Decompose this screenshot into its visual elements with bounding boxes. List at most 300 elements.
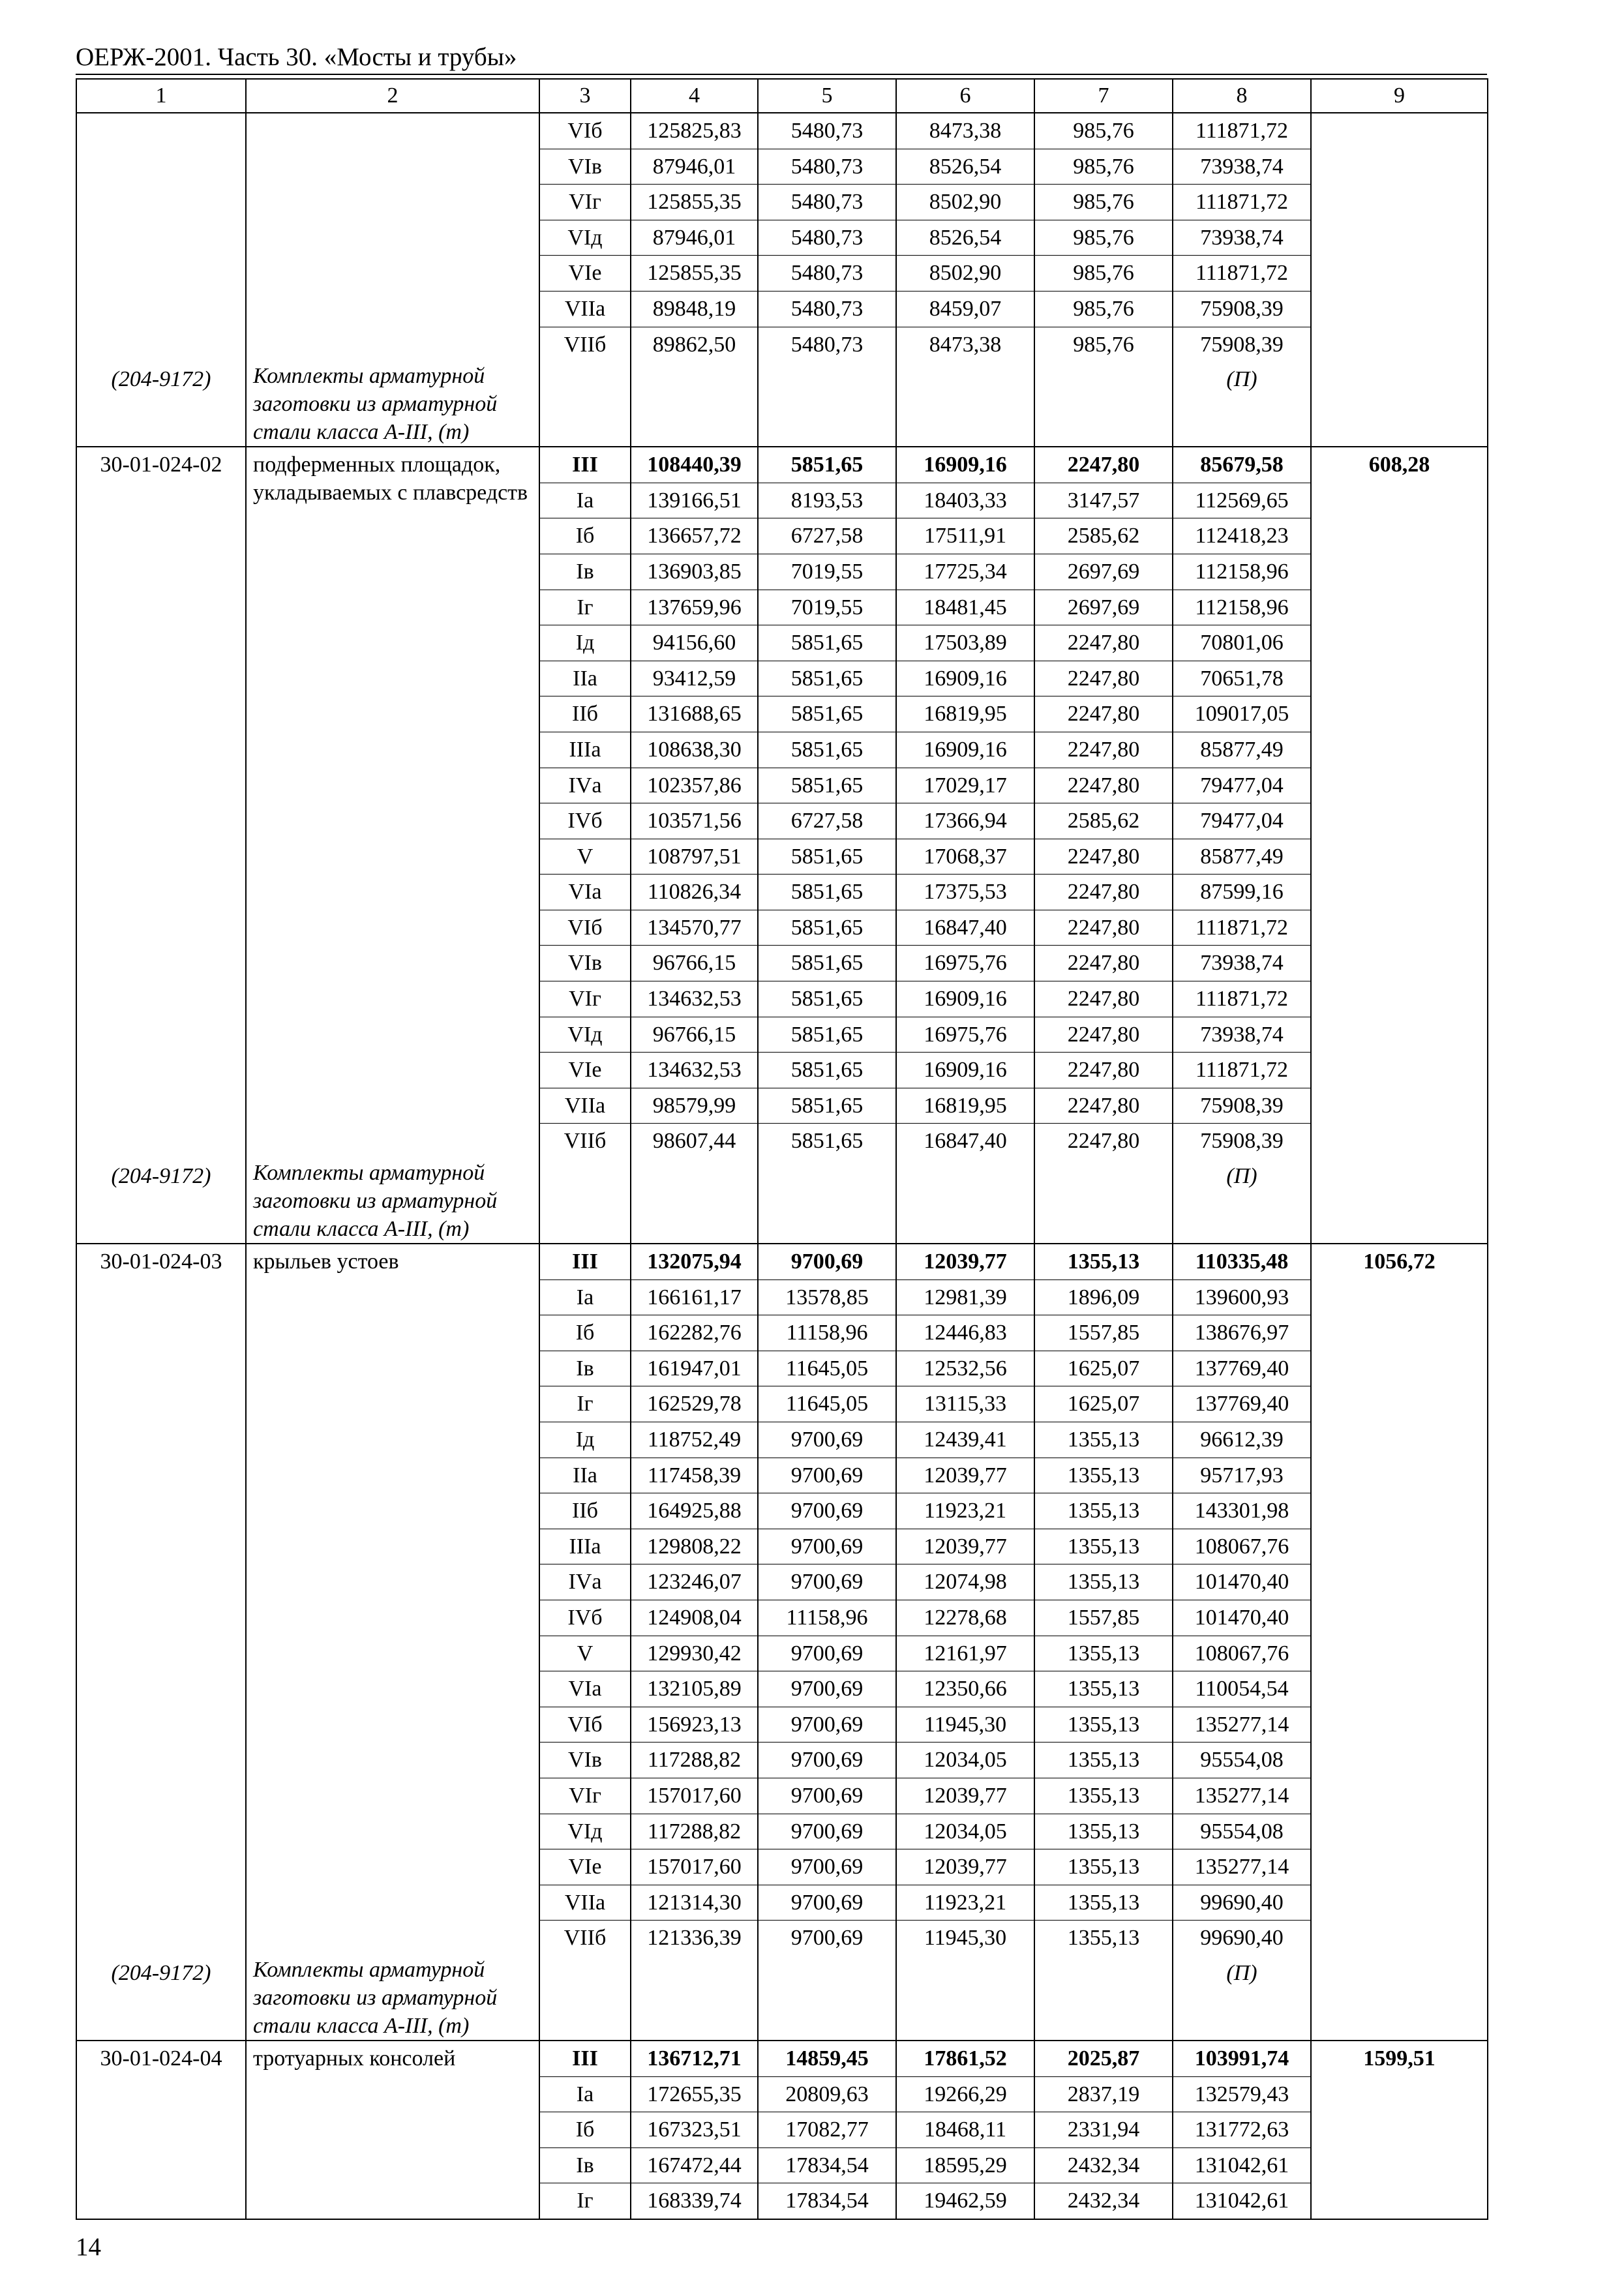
total-cost-cell: 118752,49 xyxy=(631,1422,758,1458)
machines-cell: 19266,29 xyxy=(896,2076,1034,2112)
materials-cell: 137769,40 xyxy=(1173,1351,1311,1386)
machinist-wages-cell: 1355,13 xyxy=(1034,1529,1173,1564)
zone-cell: IIIа xyxy=(539,1529,631,1564)
materials-cell: 108067,76 xyxy=(1173,1529,1311,1564)
zone-cell: VIв xyxy=(539,946,631,981)
labor-cost-cell: 1056,72 xyxy=(1311,1244,1488,1956)
zone-cell: VIг xyxy=(539,981,631,1017)
zone-cell: VIб xyxy=(539,910,631,946)
materials-cell: 111871,72 xyxy=(1173,910,1311,946)
material-note-row xyxy=(76,1159,1488,1244)
zone-cell: III xyxy=(539,2041,631,2076)
column-number-2: 2 xyxy=(246,79,539,113)
wages-cell: 9700,69 xyxy=(758,1671,896,1707)
zone-cell: VIв xyxy=(539,149,631,185)
machinist-wages-cell: 2432,34 xyxy=(1034,2183,1173,2219)
empty-cell xyxy=(1311,149,1488,185)
machines-cell: 12039,77 xyxy=(896,1778,1034,1814)
empty-cell xyxy=(76,327,246,362)
zone-cell: VIд xyxy=(539,1814,631,1849)
rates-table xyxy=(76,78,1488,2220)
machinist-wages-cell: 1355,13 xyxy=(1034,1849,1173,1885)
machinist-wages-cell: 2247,80 xyxy=(1034,661,1173,696)
wages-cell: 9700,69 xyxy=(758,1849,896,1885)
wages-cell: 7019,55 xyxy=(758,554,896,590)
machinist-wages-cell: 1557,85 xyxy=(1034,1315,1173,1351)
total-cost-cell: 125855,35 xyxy=(631,256,758,292)
total-cost-cell: 129808,22 xyxy=(631,1529,758,1564)
rate-code-cell: 30-01-024-02 xyxy=(76,447,246,1159)
total-cost-cell: 156923,13 xyxy=(631,1707,758,1743)
empty-cell xyxy=(1311,1956,1488,2041)
materials-cell: 131042,61 xyxy=(1173,2183,1311,2219)
zone-cell: VIб xyxy=(539,113,631,149)
total-cost-cell: 172655,35 xyxy=(631,2076,758,2112)
zone-cell: VIа xyxy=(539,1671,631,1707)
machines-cell: 18481,45 xyxy=(896,590,1034,625)
empty-cell xyxy=(1034,1956,1173,2041)
machines-cell: 12039,77 xyxy=(896,1458,1034,1493)
wages-cell: 9700,69 xyxy=(758,1493,896,1529)
zone-cell: IIб xyxy=(539,1493,631,1529)
column-number-1: 1 xyxy=(76,79,246,113)
machines-cell: 17375,53 xyxy=(896,875,1034,910)
zone-cell: Iб xyxy=(539,518,631,554)
total-cost-cell: 117288,82 xyxy=(631,1743,758,1778)
wages-cell: 9700,69 xyxy=(758,1529,896,1564)
materials-cell: 87599,16 xyxy=(1173,875,1311,910)
empty-cell xyxy=(246,327,539,362)
wages-cell: 11645,05 xyxy=(758,1386,896,1422)
total-cost-cell: 94156,60 xyxy=(631,625,758,661)
machines-cell: 18403,33 xyxy=(896,483,1034,518)
machines-cell: 11945,30 xyxy=(896,1707,1034,1743)
machines-cell: 17725,34 xyxy=(896,554,1034,590)
materials-cell: 110335,48 xyxy=(1173,1244,1311,1279)
materials-cell: 135277,14 xyxy=(1173,1707,1311,1743)
wages-cell: 8193,53 xyxy=(758,483,896,518)
page-header: ОЕРЖ-2001. Часть 30. «Мосты и трубы» xyxy=(76,43,517,71)
total-cost-cell: 162282,76 xyxy=(631,1315,758,1351)
zone-cell: VIIб xyxy=(539,327,631,362)
material-ref-cell: (П) xyxy=(1173,1956,1311,2041)
materials-cell: 108067,76 xyxy=(1173,1636,1311,1671)
header-rule xyxy=(76,74,1487,75)
total-cost-cell: 123246,07 xyxy=(631,1564,758,1600)
materials-cell: 112569,65 xyxy=(1173,483,1311,518)
machinist-wages-cell: 1625,07 xyxy=(1034,1351,1173,1386)
wages-cell: 9700,69 xyxy=(758,1778,896,1814)
machines-cell: 8502,90 xyxy=(896,185,1034,220)
machinist-wages-cell: 1355,13 xyxy=(1034,1671,1173,1707)
empty-cell xyxy=(896,362,1034,447)
machines-cell: 17029,17 xyxy=(896,768,1034,803)
wages-cell: 5851,65 xyxy=(758,696,896,732)
wages-cell: 6727,58 xyxy=(758,518,896,554)
zone-cell: Iд xyxy=(539,1422,631,1458)
wages-cell: 5480,73 xyxy=(758,291,896,327)
empty-cell xyxy=(758,362,896,447)
wages-cell: 5851,65 xyxy=(758,1088,896,1124)
empty-cell xyxy=(246,149,539,185)
total-cost-cell: 108797,51 xyxy=(631,839,758,875)
wages-cell: 20809,63 xyxy=(758,2076,896,2112)
total-cost-cell: 121336,39 xyxy=(631,1921,758,1956)
materials-cell: 96612,39 xyxy=(1173,1422,1311,1458)
machines-cell: 12039,77 xyxy=(896,1244,1034,1279)
machinist-wages-cell: 2247,80 xyxy=(1034,946,1173,981)
machines-cell: 17366,94 xyxy=(896,803,1034,839)
total-cost-cell: 137659,96 xyxy=(631,590,758,625)
empty-cell xyxy=(1311,113,1488,149)
empty-cell xyxy=(1311,327,1488,362)
total-cost-cell: 162529,78 xyxy=(631,1386,758,1422)
zone-cell: VIIа xyxy=(539,1885,631,1921)
machinist-wages-cell: 2247,80 xyxy=(1034,447,1173,483)
zone-cell: VIе xyxy=(539,1053,631,1088)
zone-cell: IVб xyxy=(539,803,631,839)
zone-cell: Iа xyxy=(539,2076,631,2112)
wages-cell: 17082,77 xyxy=(758,2112,896,2148)
empty-cell xyxy=(76,185,246,220)
total-cost-cell: 98607,44 xyxy=(631,1124,758,1159)
machinist-wages-cell: 2585,62 xyxy=(1034,518,1173,554)
machinist-wages-cell: 1355,13 xyxy=(1034,1743,1173,1778)
empty-cell xyxy=(76,113,246,149)
zone-cell: IVб xyxy=(539,1600,631,1636)
total-cost-cell: 89862,50 xyxy=(631,327,758,362)
wages-cell: 9700,69 xyxy=(758,1458,896,1493)
machines-cell: 16819,95 xyxy=(896,696,1034,732)
zone-cell: VIIа xyxy=(539,1088,631,1124)
total-cost-cell: 161947,01 xyxy=(631,1351,758,1386)
machines-cell: 18468,11 xyxy=(896,2112,1034,2148)
total-cost-cell: 87946,01 xyxy=(631,149,758,185)
materials-cell: 135277,14 xyxy=(1173,1849,1311,1885)
wages-cell: 5851,65 xyxy=(758,625,896,661)
machinist-wages-cell: 1896,09 xyxy=(1034,1279,1173,1315)
empty-cell xyxy=(896,1956,1034,2041)
main-rate-row xyxy=(76,1244,1488,1279)
total-cost-cell: 121314,30 xyxy=(631,1885,758,1921)
wages-cell: 5851,65 xyxy=(758,1017,896,1053)
machines-cell: 12161,97 xyxy=(896,1636,1034,1671)
materials-cell: 75908,39 xyxy=(1173,327,1311,362)
materials-cell: 73938,74 xyxy=(1173,1017,1311,1053)
zone-cell: Iв xyxy=(539,554,631,590)
empty-cell xyxy=(1311,1159,1488,1244)
total-cost-cell: 117458,39 xyxy=(631,1458,758,1493)
zone-cell: VIв xyxy=(539,1743,631,1778)
rate-row xyxy=(76,327,1488,362)
column-number-8: 8 xyxy=(1173,79,1311,113)
empty-cell xyxy=(631,1159,758,1244)
rate-code-cell: 30-01-024-04 xyxy=(76,2041,246,2219)
wages-cell: 5851,65 xyxy=(758,875,896,910)
materials-cell: 101470,40 xyxy=(1173,1564,1311,1600)
zone-cell: III xyxy=(539,1244,631,1279)
wages-cell: 5851,65 xyxy=(758,447,896,483)
empty-cell xyxy=(246,220,539,256)
materials-cell: 73938,74 xyxy=(1173,220,1311,256)
empty-cell xyxy=(1311,256,1488,292)
total-cost-cell: 102357,86 xyxy=(631,768,758,803)
materials-cell: 95554,08 xyxy=(1173,1743,1311,1778)
zone-cell: VIе xyxy=(539,1849,631,1885)
wages-cell: 9700,69 xyxy=(758,1422,896,1458)
materials-cell: 79477,04 xyxy=(1173,768,1311,803)
machines-cell: 19462,59 xyxy=(896,2183,1034,2219)
rate-row xyxy=(76,185,1488,220)
machinist-wages-cell: 2697,69 xyxy=(1034,554,1173,590)
wages-cell: 5480,73 xyxy=(758,149,896,185)
machines-cell: 16909,16 xyxy=(896,981,1034,1017)
machinist-wages-cell: 2247,80 xyxy=(1034,875,1173,910)
zone-cell: VIа xyxy=(539,875,631,910)
labor-cost-cell: 1599,51 xyxy=(1311,2041,1488,2219)
total-cost-cell: 136712,71 xyxy=(631,2041,758,2076)
material-note-row xyxy=(76,1956,1488,2041)
machines-cell: 12350,66 xyxy=(896,1671,1034,1707)
machinist-wages-cell: 2247,80 xyxy=(1034,696,1173,732)
material-note-text: Комплекты арматурной заготовки из арматурной стали класса А-III, (т) xyxy=(246,362,539,447)
zone-cell: Iв xyxy=(539,2147,631,2183)
empty-cell xyxy=(758,1956,896,2041)
wages-cell: 5480,73 xyxy=(758,185,896,220)
zone-cell: VIIб xyxy=(539,1124,631,1159)
materials-cell: 138676,97 xyxy=(1173,1315,1311,1351)
empty-cell xyxy=(1311,185,1488,220)
materials-cell: 111871,72 xyxy=(1173,981,1311,1017)
machines-cell: 17503,89 xyxy=(896,625,1034,661)
machinist-wages-cell: 985,76 xyxy=(1034,256,1173,292)
materials-cell: 85679,58 xyxy=(1173,447,1311,483)
machinist-wages-cell: 985,76 xyxy=(1034,149,1173,185)
empty-cell xyxy=(539,1956,631,2041)
machines-cell: 16909,16 xyxy=(896,447,1034,483)
machinist-wages-cell: 2432,34 xyxy=(1034,2147,1173,2183)
wages-cell: 14859,45 xyxy=(758,2041,896,2076)
machinist-wages-cell: 2247,80 xyxy=(1034,839,1173,875)
total-cost-cell: 129930,42 xyxy=(631,1636,758,1671)
work-description-cell: подферменных площадок, укладываемых с плавсредств xyxy=(246,447,539,1159)
materials-cell: 70801,06 xyxy=(1173,625,1311,661)
total-cost-cell: 96766,15 xyxy=(631,1017,758,1053)
materials-cell: 139600,93 xyxy=(1173,1279,1311,1315)
material-code-cell: (204-9172) xyxy=(76,362,246,447)
zone-cell: IIб xyxy=(539,696,631,732)
empty-cell xyxy=(246,185,539,220)
machinist-wages-cell: 2585,62 xyxy=(1034,803,1173,839)
machinist-wages-cell: 2247,80 xyxy=(1034,768,1173,803)
machinist-wages-cell: 2247,80 xyxy=(1034,981,1173,1017)
empty-cell xyxy=(631,1956,758,2041)
zone-cell: VIг xyxy=(539,1778,631,1814)
zone-cell: VIг xyxy=(539,185,631,220)
wages-cell: 5851,65 xyxy=(758,839,896,875)
materials-cell: 70651,78 xyxy=(1173,661,1311,696)
materials-cell: 112418,23 xyxy=(1173,518,1311,554)
work-description-cell: тротуарных консолей xyxy=(246,2041,539,2219)
machinist-wages-cell: 2247,80 xyxy=(1034,1124,1173,1159)
column-number-3: 3 xyxy=(539,79,631,113)
machinist-wages-cell: 985,76 xyxy=(1034,220,1173,256)
material-note-text: Комплекты арматурной заготовки из арматурной стали класса А-III, (т) xyxy=(246,1159,539,1244)
machines-cell: 12074,98 xyxy=(896,1564,1034,1600)
materials-cell: 132579,43 xyxy=(1173,2076,1311,2112)
materials-cell: 131772,63 xyxy=(1173,2112,1311,2148)
empty-cell xyxy=(246,256,539,292)
machines-cell: 17068,37 xyxy=(896,839,1034,875)
materials-cell: 75908,39 xyxy=(1173,1088,1311,1124)
machines-cell: 8526,54 xyxy=(896,220,1034,256)
wages-cell: 5480,73 xyxy=(758,220,896,256)
machines-cell: 12532,56 xyxy=(896,1351,1034,1386)
machines-cell: 8526,54 xyxy=(896,149,1034,185)
total-cost-cell: 164925,88 xyxy=(631,1493,758,1529)
zone-cell: IIа xyxy=(539,1458,631,1493)
wages-cell: 17834,54 xyxy=(758,2183,896,2219)
rate-row xyxy=(76,113,1488,149)
materials-cell: 79477,04 xyxy=(1173,803,1311,839)
total-cost-cell: 131688,65 xyxy=(631,696,758,732)
zone-cell: IVа xyxy=(539,1564,631,1600)
machines-cell: 16909,16 xyxy=(896,732,1034,768)
machinist-wages-cell: 1355,13 xyxy=(1034,1814,1173,1849)
rate-row xyxy=(76,149,1488,185)
materials-cell: 111871,72 xyxy=(1173,185,1311,220)
wages-cell: 9700,69 xyxy=(758,1743,896,1778)
machinist-wages-cell: 985,76 xyxy=(1034,185,1173,220)
material-note-row xyxy=(76,362,1488,447)
machinist-wages-cell: 2247,80 xyxy=(1034,732,1173,768)
zone-cell: V xyxy=(539,839,631,875)
wages-cell: 5851,65 xyxy=(758,768,896,803)
column-number-5: 5 xyxy=(758,79,896,113)
empty-cell xyxy=(76,220,246,256)
materials-cell: 99690,40 xyxy=(1173,1921,1311,1956)
zone-cell: IIа xyxy=(539,661,631,696)
rate-row xyxy=(76,220,1488,256)
materials-cell: 112158,96 xyxy=(1173,590,1311,625)
machines-cell: 12278,68 xyxy=(896,1600,1034,1636)
machines-cell: 16975,76 xyxy=(896,1017,1034,1053)
materials-cell: 112158,96 xyxy=(1173,554,1311,590)
total-cost-cell: 168339,74 xyxy=(631,2183,758,2219)
materials-cell: 75908,39 xyxy=(1173,1124,1311,1159)
zone-cell: Iа xyxy=(539,483,631,518)
machines-cell: 12039,77 xyxy=(896,1849,1034,1885)
machines-cell: 16909,16 xyxy=(896,1053,1034,1088)
empty-cell xyxy=(758,1159,896,1244)
machinist-wages-cell: 1557,85 xyxy=(1034,1600,1173,1636)
machines-cell: 12981,39 xyxy=(896,1279,1034,1315)
rate-row xyxy=(76,291,1488,327)
machinist-wages-cell: 1625,07 xyxy=(1034,1386,1173,1422)
material-code-cell: (204-9172) xyxy=(76,1956,246,2041)
total-cost-cell: 132075,94 xyxy=(631,1244,758,1279)
wages-cell: 5851,65 xyxy=(758,1053,896,1088)
column-number-9: 9 xyxy=(1311,79,1488,113)
machinist-wages-cell: 985,76 xyxy=(1034,113,1173,149)
machines-cell: 12039,77 xyxy=(896,1529,1034,1564)
wages-cell: 6727,58 xyxy=(758,803,896,839)
materials-cell: 109017,05 xyxy=(1173,696,1311,732)
materials-cell: 137769,40 xyxy=(1173,1386,1311,1422)
wages-cell: 9700,69 xyxy=(758,1885,896,1921)
total-cost-cell: 157017,60 xyxy=(631,1778,758,1814)
materials-cell: 131042,61 xyxy=(1173,2147,1311,2183)
machinist-wages-cell: 2247,80 xyxy=(1034,1053,1173,1088)
total-cost-cell: 166161,17 xyxy=(631,1279,758,1315)
zone-cell: VIд xyxy=(539,220,631,256)
materials-cell: 111871,72 xyxy=(1173,256,1311,292)
machinist-wages-cell: 1355,13 xyxy=(1034,1458,1173,1493)
materials-cell: 103991,74 xyxy=(1173,2041,1311,2076)
total-cost-cell: 134632,53 xyxy=(631,1053,758,1088)
total-cost-cell: 117288,82 xyxy=(631,1814,758,1849)
total-cost-cell: 134632,53 xyxy=(631,981,758,1017)
zone-cell: V xyxy=(539,1636,631,1671)
empty-cell xyxy=(1311,220,1488,256)
materials-cell: 110054,54 xyxy=(1173,1671,1311,1707)
total-cost-cell: 124908,04 xyxy=(631,1600,758,1636)
total-cost-cell: 89848,19 xyxy=(631,291,758,327)
materials-cell: 99690,40 xyxy=(1173,1885,1311,1921)
materials-cell: 101470,40 xyxy=(1173,1600,1311,1636)
zone-cell: VIе xyxy=(539,256,631,292)
machines-cell: 11923,21 xyxy=(896,1493,1034,1529)
machines-cell: 16909,16 xyxy=(896,661,1034,696)
wages-cell: 5851,65 xyxy=(758,661,896,696)
wages-cell: 9700,69 xyxy=(758,1707,896,1743)
wages-cell: 5851,65 xyxy=(758,981,896,1017)
total-cost-cell: 108638,30 xyxy=(631,732,758,768)
machinist-wages-cell: 2247,80 xyxy=(1034,910,1173,946)
machinist-wages-cell: 1355,13 xyxy=(1034,1422,1173,1458)
machines-cell: 18595,29 xyxy=(896,2147,1034,2183)
materials-cell: 85877,49 xyxy=(1173,732,1311,768)
empty-cell xyxy=(1311,362,1488,447)
total-cost-cell: 167323,51 xyxy=(631,2112,758,2148)
column-number-4: 4 xyxy=(631,79,758,113)
machinist-wages-cell: 1355,13 xyxy=(1034,1921,1173,1956)
zone-cell: VIIа xyxy=(539,291,631,327)
column-number-6: 6 xyxy=(896,79,1034,113)
main-rate-row xyxy=(76,447,1488,483)
machinist-wages-cell: 1355,13 xyxy=(1034,1564,1173,1600)
machinist-wages-cell: 2331,94 xyxy=(1034,2112,1173,2148)
material-code-cell: (204-9172) xyxy=(76,1159,246,1244)
zone-cell: Iд xyxy=(539,625,631,661)
wages-cell: 5480,73 xyxy=(758,113,896,149)
wages-cell: 9700,69 xyxy=(758,1244,896,1279)
machines-cell: 16847,40 xyxy=(896,910,1034,946)
machines-cell: 8459,07 xyxy=(896,291,1034,327)
rate-code-cell: 30-01-024-03 xyxy=(76,1244,246,1956)
machinist-wages-cell: 985,76 xyxy=(1034,327,1173,362)
machinist-wages-cell: 2837,19 xyxy=(1034,2076,1173,2112)
wages-cell: 17834,54 xyxy=(758,2147,896,2183)
machines-cell: 16975,76 xyxy=(896,946,1034,981)
total-cost-cell: 157017,60 xyxy=(631,1849,758,1885)
zone-cell: IIIа xyxy=(539,732,631,768)
total-cost-cell: 110826,34 xyxy=(631,875,758,910)
empty-cell xyxy=(246,291,539,327)
wages-cell: 5851,65 xyxy=(758,910,896,946)
machinist-wages-cell: 1355,13 xyxy=(1034,1493,1173,1529)
total-cost-cell: 103571,56 xyxy=(631,803,758,839)
